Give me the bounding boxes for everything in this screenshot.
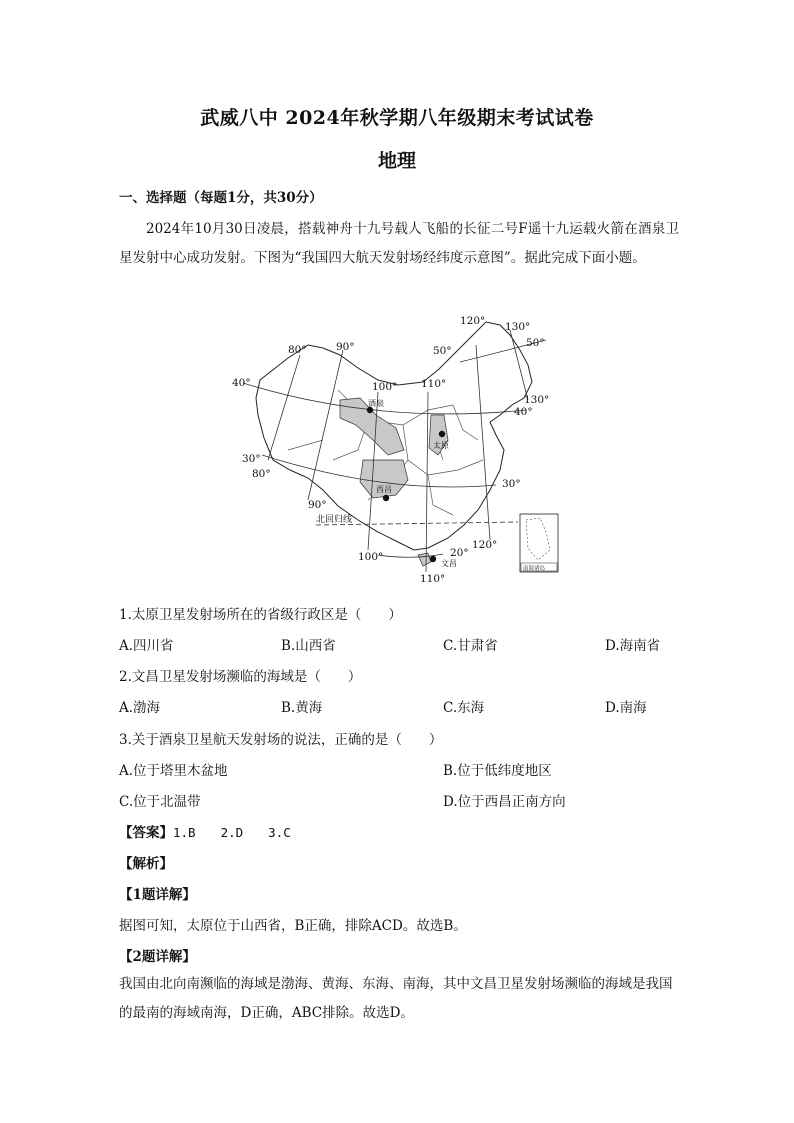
section-heading: 一、选择题（每题1分，共30分）	[119, 190, 323, 206]
lat-label-40a: 40°	[232, 377, 251, 389]
q1-option-d: D.海南省	[605, 638, 661, 654]
q3-option-a: A.位于塔里木盆地	[119, 763, 228, 779]
lon-label-80b: 80°	[252, 468, 271, 480]
hainan-shaded	[418, 553, 431, 566]
q1-option-c: C.甘肃省	[443, 638, 498, 654]
lat-label-50a: 50°	[433, 345, 452, 357]
answer-values: 1.B 2.D 3.C	[173, 825, 291, 840]
lon-label-110b: 110°	[420, 573, 446, 585]
exam-title: 武威八中 2024年秋学期八年级期末考试试卷	[200, 107, 594, 129]
analysis-label: 【解析】	[119, 856, 173, 872]
taiyuan-label: 太原	[433, 441, 449, 450]
q2-option-d: D.南海	[605, 700, 647, 716]
wenchang-label: 文昌	[441, 559, 457, 568]
question-stem: 2024年10月30日凌晨，搭载神舟十九号载人飞船的长征二号F遥十九运载火箭在酒泉卫星发射中心成功发射。下图为“我国四大航天发射场经纬度示意图”。据此完成下面小题。	[119, 221, 679, 266]
detail-2-label: 【2题详解】	[119, 949, 196, 965]
lon-label-120b: 120°	[472, 539, 498, 551]
lat-label-20: 20°	[450, 547, 469, 559]
taiyuan-dot	[439, 431, 445, 437]
lon-label-80: 80°	[288, 344, 307, 356]
q2-option-b: B.黄海	[281, 700, 323, 716]
xichang-dot	[383, 495, 389, 501]
question-3-stem: 3.关于酒泉卫星航天发射场的说法，正确的是（ ）	[119, 732, 443, 748]
q3-option-b: B.位于低纬度地区	[443, 763, 552, 779]
lon-label-110: 110°	[421, 378, 447, 390]
south-sea-inset	[520, 514, 558, 572]
detail-2-text: 我国由北向南濒临的海域是渤海、黄海、东海、南海，其中文昌卫星发射场濒临的海域是我国的最南的海域南海，D正确，ABC排除。故选D。	[119, 976, 673, 1021]
question-2-stem: 2.文昌卫星发射场濒临的海域是（ ）	[119, 669, 362, 685]
question-1-stem: 1.太原卫星发射场所在的省级行政区是（ ）	[119, 607, 402, 623]
lon-label-90: 90°	[336, 341, 355, 353]
lon-label-90b: 90°	[308, 499, 327, 511]
lat-label-50b: 50°	[526, 337, 545, 349]
answer-line	[119, 821, 291, 841]
xichang-label: 西昌	[376, 485, 392, 494]
lon-label-120: 120°	[460, 315, 486, 327]
detail-1-text: 据图可知，太原位于山西省，B正确，排除ACD。故选B。	[119, 918, 467, 934]
q2-option-a: A.渤海	[119, 700, 161, 716]
jiuquan-label: 酒泉	[368, 399, 384, 408]
lon-label-130b: 130°	[524, 394, 550, 406]
q3-option-d: D.位于西昌正南方向	[443, 794, 566, 810]
china-launch-sites-map	[228, 310, 563, 585]
lon-label-100: 100°	[372, 381, 398, 393]
lat-label-30a: 30°	[242, 453, 261, 465]
tropic-label: 北回归线	[316, 515, 353, 525]
exam-subject: 地理	[377, 150, 416, 172]
lat-label-30b: 30°	[502, 478, 521, 490]
q3-option-c: C.位于北温带	[119, 794, 201, 810]
answer-label: 【答案】	[119, 825, 173, 841]
svg-text:南海诸岛: 南海诸岛	[523, 566, 546, 572]
q1-option-a: A.四川省	[119, 638, 174, 654]
lat-label-40b: 40°	[514, 406, 533, 418]
q2-option-c: C.东海	[443, 700, 485, 716]
wenchang-dot	[430, 556, 436, 562]
lon-label-130: 130°	[505, 321, 531, 333]
q1-option-b: B.山西省	[281, 638, 336, 654]
lon-label-100b: 100°	[358, 551, 384, 563]
detail-1-label: 【1题详解】	[119, 887, 196, 903]
